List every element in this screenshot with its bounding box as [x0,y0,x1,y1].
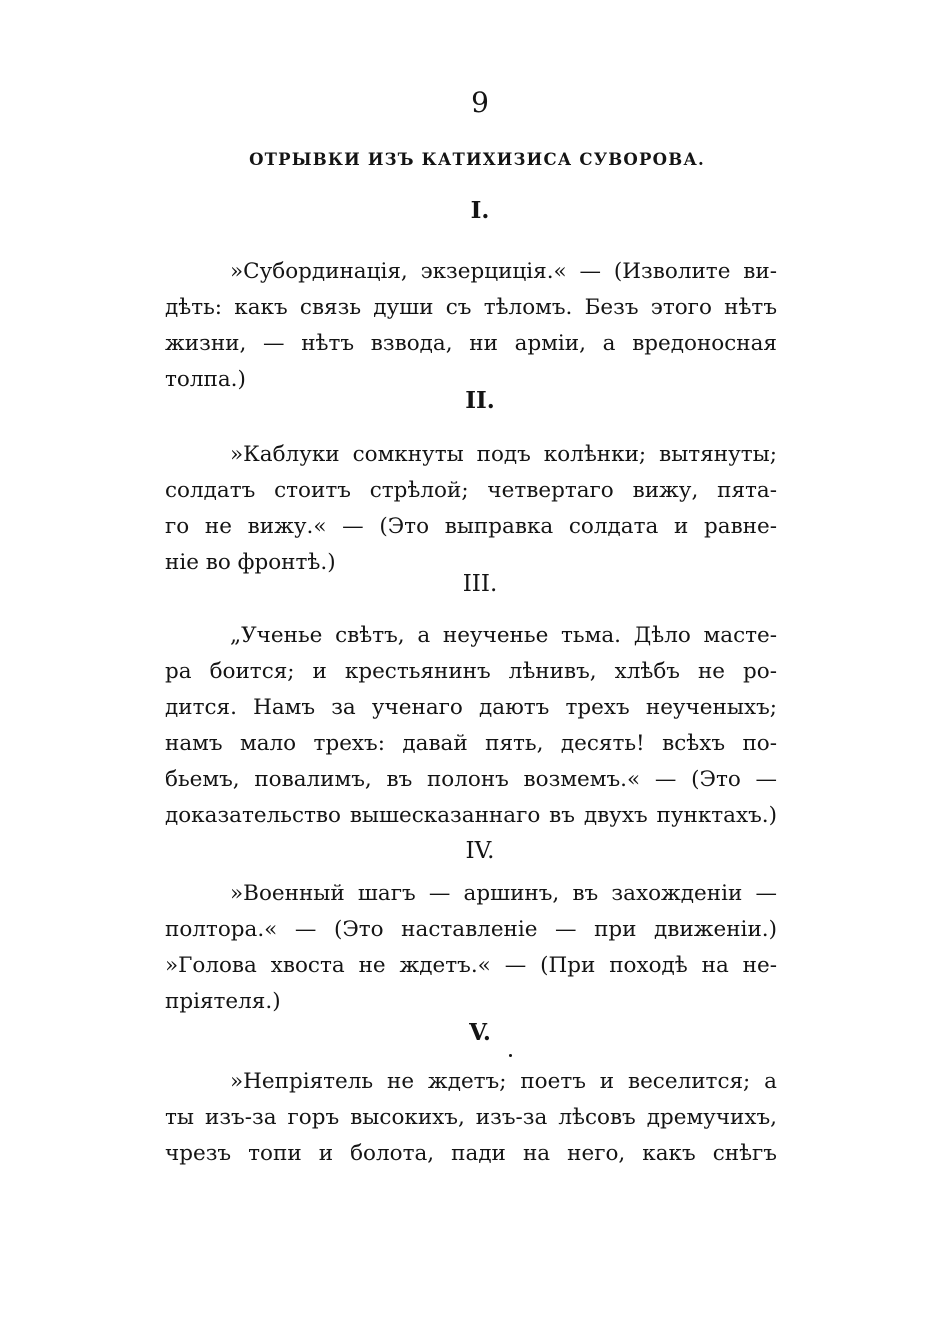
page-title: ОТРЫВКИ ИЗЪ КАТИХИЗИСА СУВОРОВА. [249,150,705,169]
text-line: »Военный шагъ — аршинъ, въ захожденіи — [230,881,777,906]
page-number: 9 [471,86,489,119]
text-line: »Субординація, экзерциція.« — (Изволите ви- [230,259,777,284]
section-3-paragraph [165,618,777,834]
text-line: полтора.« — (Это наставленіе — при движеніи.) [165,917,777,942]
text-line: бьемъ, повалимъ, въ полонъ возмемъ.« — (Это — [165,767,777,792]
text-line: »Каблуки сомкнуты подъ колѣнки; вытянуты; [230,442,777,467]
text-line: »Непріятель не ждетъ; поетъ и веселится; а [230,1069,777,1094]
text-line: солдатъ стоитъ стрѣлой; четвертаго вижу, пята- [165,478,777,503]
text-line: дится. Намъ за ученаго даютъ трехъ неученыхъ; [165,695,777,720]
section-1-paragraph [165,254,777,398]
text-line: жизни, — нѣтъ взвода, ни арміи, а вредоносная [165,331,777,356]
text-line: дѣть: какъ связь души съ тѣломъ. Безъ этого нѣтъ [165,295,777,320]
text-line: „Ученье свѣтъ, а неученье тьма. Дѣло масте- [230,623,777,648]
section-5-paragraph [165,1064,777,1172]
section-4-paragraph [165,876,777,1020]
text-line: толпа.) [165,367,246,392]
section-numeral-5: V. [469,1019,491,1046]
text-line: доказательство вышесказаннаго въ двухъ пунктахъ.) [165,803,777,828]
text-line: го не вижу.« — (Это выправка солдата и равне- [165,514,777,539]
text-line: намъ мало трехъ: давай пять, десять! всѣхъ по- [165,731,777,756]
text-line: чрезъ топи и болота, пади на него, какъ снѣгъ [165,1141,777,1166]
text-line: ты изъ-за горъ высокихъ, изъ-за лѣсовъ дремучихъ, [165,1105,777,1130]
text-line: ра боится; и крестьянинъ лѣнивъ, хлѣбъ не ро- [165,659,777,684]
section-numeral-4: IV. [465,838,495,864]
section-numeral-2: II. [465,387,495,414]
text-line: »Голова хвоста не ждетъ.« — (При походѣ на не- [165,953,777,978]
text-line: ніе во фронтѣ.) [165,550,336,575]
section-2-paragraph [165,437,777,581]
text-line: пріятеля.) [165,989,281,1014]
stray-dot-mark [509,1054,512,1057]
section-numeral-3: III. [462,571,498,597]
section-numeral-1: I. [470,197,490,224]
